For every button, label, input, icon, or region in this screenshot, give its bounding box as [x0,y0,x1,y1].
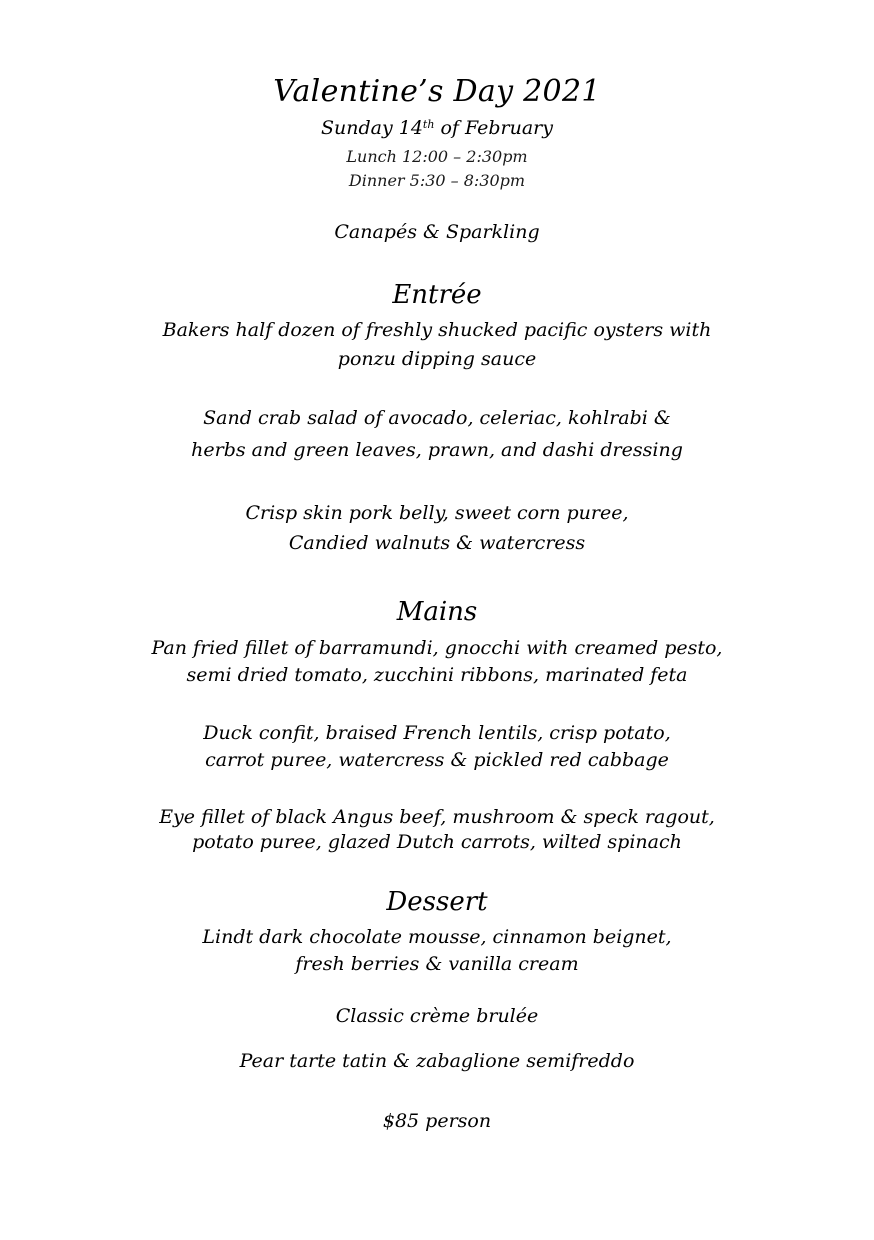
mains-dish-3-line-1: Eye fillet of black Angus beef, mushroom & speck ragout, [159,806,715,828]
entree-dish-2-line-1: Sand crab salad of avocado, celeriac, kohlrabi & [203,407,671,429]
dessert-dish-2: Classic crème brulée [335,1005,539,1027]
mains-heading: Mains [396,597,478,627]
menu-date [0,117,874,139]
mains-dish-2-line-2: carrot puree, watercress & pickled red cabbage [205,749,669,771]
lunch-hours: Lunch 12:00 – 2:30pm [346,147,528,166]
dessert-heading: Dessert [386,887,488,917]
mains-dish-1-line-1: Pan fried fillet of barramundi, gnocchi with creamed pesto, [151,637,723,659]
entree-dish-1-line-2: ponzu dipping sauce [337,348,537,370]
mains-dish-3-line-2: potato puree, glazed Dutch carrots, wilted spinach [192,831,682,853]
entree-dish-1-line-1: Bakers half dozen of freshly shucked pacific oysters with [162,319,712,341]
dessert-dish-3: Pear tarte tatin & zabaglione semifreddo [239,1050,635,1072]
date-day: Sunday 14 [320,117,423,139]
mains-dish-1-line-2: semi dried tomato, zucchini ribbons, marinated feta [186,664,688,686]
canapes-line: Canapés & Sparkling [334,221,540,243]
dessert-dish-1-line-2: fresh berries & vanilla cream [295,953,579,975]
price-line: $85 person [382,1110,492,1132]
entree-heading: Entrée [392,280,482,310]
entree-dish-3-line-2: Candied walnuts & watercress [288,532,586,554]
date-ordinal-suffix: th [422,118,435,131]
menu-title: Valentine’s Day 2021 [273,74,601,109]
dessert-dish-1-line-1: Lindt dark chocolate mousse, cinnamon beignet, [202,926,672,948]
mains-dish-2-line-1: Duck confit, braised French lentils, crisp potato, [203,722,671,744]
entree-dish-3-line-1: Crisp skin pork belly, sweet corn puree, [245,502,629,524]
entree-dish-2-line-2: herbs and green leaves, prawn, and dashi dressing [191,439,683,461]
dinner-hours: Dinner 5:30 – 8:30pm [348,171,526,190]
date-month: of February [434,117,554,139]
